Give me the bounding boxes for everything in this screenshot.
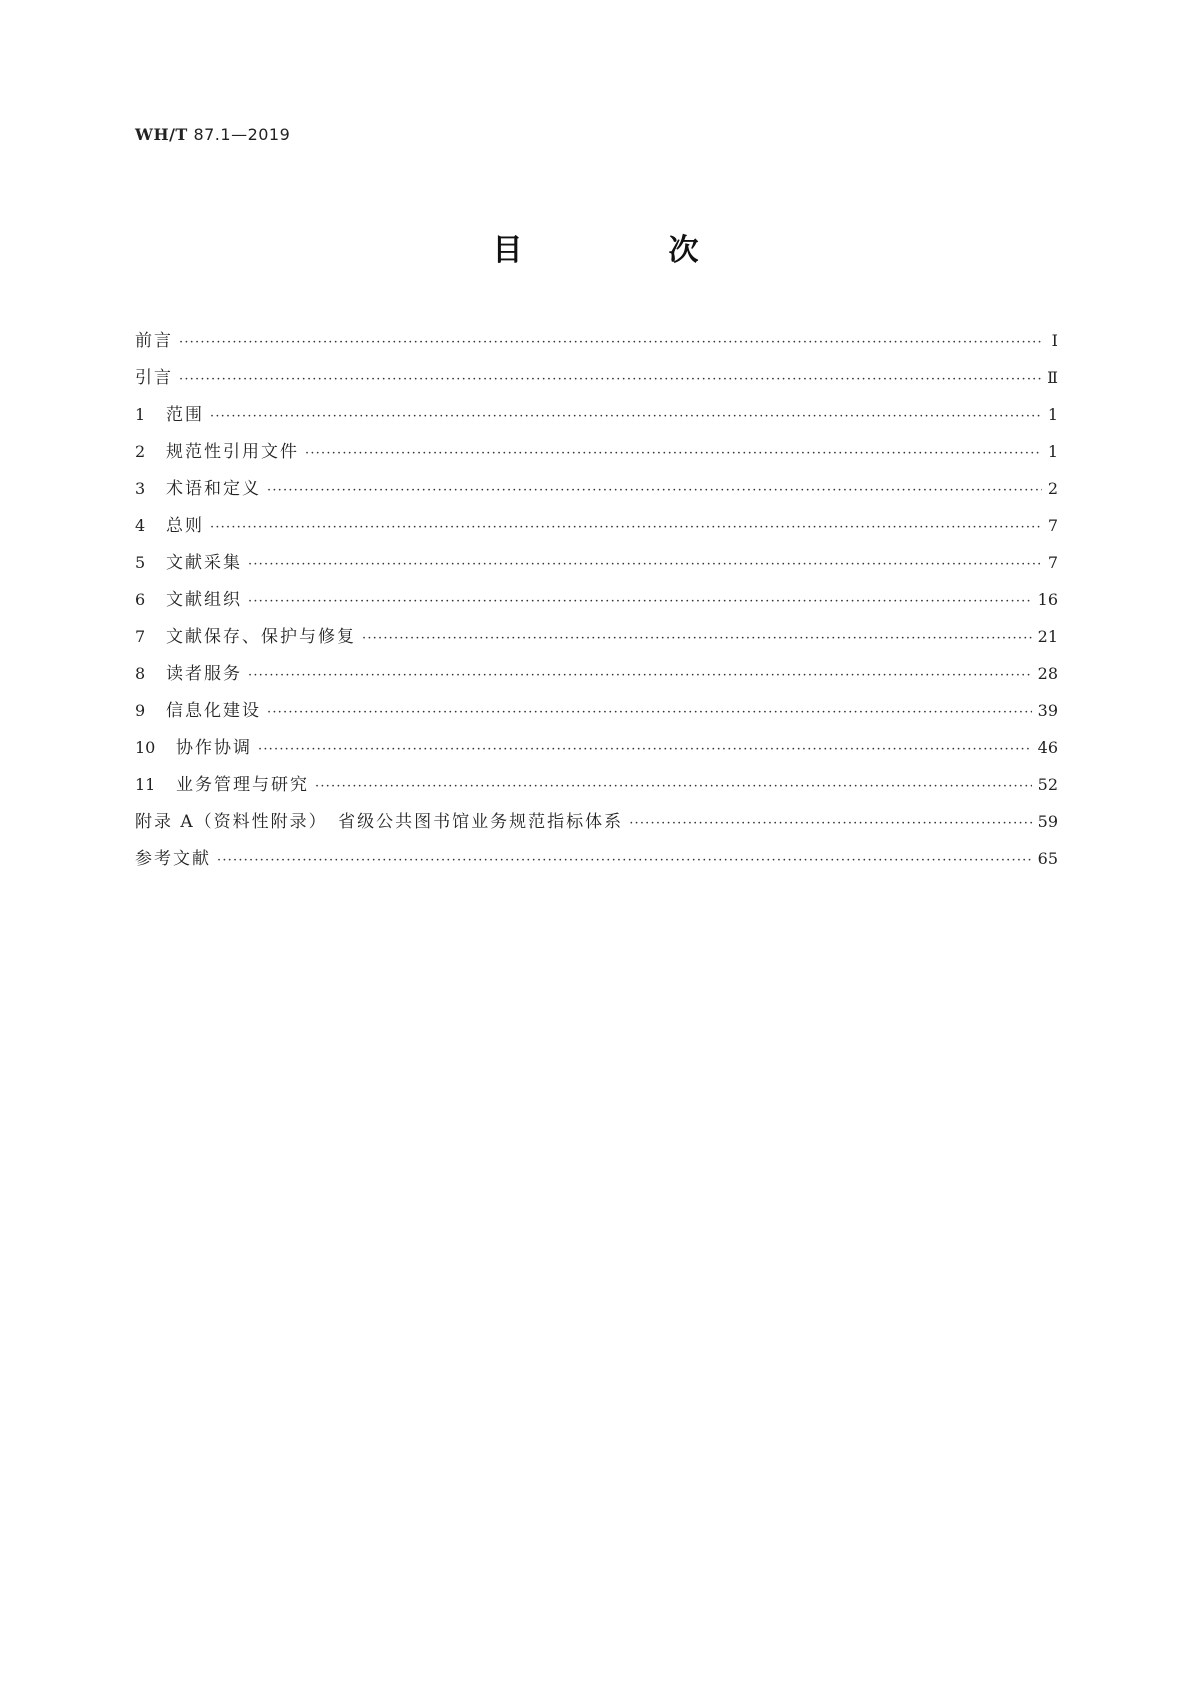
- toc-entry-label: 业务管理与研究: [176, 775, 309, 795]
- toc-leader-dots: [248, 546, 1042, 583]
- toc-entry-11[interactable]: [135, 766, 1058, 803]
- toc-entry-number: 1: [135, 405, 146, 424]
- toc-entry-label: 参考文献: [135, 849, 211, 869]
- toc-entry-page: 1: [1047, 405, 1058, 424]
- toc-leader-dots: [210, 398, 1042, 435]
- toc-entry-number: 9: [135, 701, 146, 720]
- toc-entry-number: 2: [135, 442, 146, 461]
- toc-entry-6[interactable]: [135, 581, 1058, 618]
- toc-leader-dots: [210, 509, 1042, 546]
- standard-code: [135, 125, 290, 144]
- toc-entry-2[interactable]: [135, 433, 1058, 470]
- toc-entry-foreword[interactable]: [135, 322, 1058, 359]
- toc-entry-label: 文献采集: [166, 553, 242, 573]
- toc-entry-label: 协作协调: [176, 738, 252, 758]
- toc-entry-label: 引言: [135, 368, 173, 388]
- toc-entry-introduction[interactable]: [135, 359, 1058, 396]
- toc-entry-appendix-a[interactable]: [135, 803, 1058, 840]
- toc-entry-label: 信息化建设: [166, 701, 261, 721]
- toc-entry-7[interactable]: [135, 618, 1058, 655]
- toc-entry-9[interactable]: [135, 692, 1058, 729]
- toc-entry-8[interactable]: [135, 655, 1058, 692]
- standard-code-number: 87.1—2019: [193, 125, 291, 144]
- toc-leader-dots: [267, 694, 1032, 731]
- toc-entry-number: 8: [135, 664, 146, 683]
- toc-entry-1[interactable]: [135, 396, 1058, 433]
- toc-entry-number: 4: [135, 516, 146, 535]
- toc-entry-page: 7: [1047, 516, 1058, 535]
- toc-leader-dots: [258, 731, 1032, 768]
- toc-entry-label: 读者服务: [166, 664, 242, 684]
- toc-entry-number: 3: [135, 479, 146, 498]
- toc-entry-page: 28: [1037, 664, 1058, 683]
- toc-entry-page: 65: [1037, 849, 1058, 868]
- toc-leader-dots: [315, 768, 1032, 805]
- toc-leader-dots: [179, 324, 1042, 361]
- toc-entry-number: 5: [135, 553, 146, 572]
- toc-leader-dots: [179, 361, 1041, 398]
- toc-entry-3[interactable]: [135, 470, 1058, 507]
- toc-entry-label: 范围: [166, 405, 204, 425]
- toc-entry-page: 16: [1037, 590, 1058, 609]
- toc-leader-dots: [217, 842, 1032, 879]
- toc-entry-page: 21: [1037, 627, 1058, 646]
- page-title: 目 次: [492, 233, 757, 268]
- toc-entry-label: 规范性引用文件: [166, 442, 299, 462]
- standard-code-prefix: WH/T: [135, 125, 188, 144]
- toc-entry-label: 文献组织: [166, 590, 242, 610]
- toc-entry-page: 59: [1037, 812, 1058, 831]
- toc-entry-label: 文献保存、保护与修复: [166, 627, 356, 647]
- toc-entry-page: 46: [1037, 738, 1058, 757]
- toc-leader-dots: [305, 435, 1042, 472]
- toc-entry-10[interactable]: [135, 729, 1058, 766]
- toc-entry-page: 52: [1037, 775, 1058, 794]
- table-of-contents: [135, 322, 1058, 877]
- toc-entry-number: 6: [135, 590, 146, 609]
- toc-entry-label: 前言: [135, 331, 173, 351]
- toc-leader-dots: [267, 472, 1042, 509]
- toc-entry-page: 2: [1047, 479, 1058, 498]
- toc-entry-4[interactable]: [135, 507, 1058, 544]
- toc-entry-page: 39: [1037, 701, 1058, 720]
- toc-entry-page: Ⅰ: [1051, 331, 1058, 350]
- toc-entry-5[interactable]: [135, 544, 1058, 581]
- toc-entry-label: 术语和定义: [166, 479, 261, 499]
- toc-entry-label: 附录 A（资料性附录） 省级公共图书馆业务规范指标体系: [135, 812, 624, 832]
- toc-leader-dots: [248, 583, 1032, 620]
- toc-entry-page: 7: [1047, 553, 1058, 572]
- toc-entry-number: 11: [135, 775, 156, 794]
- toc-leader-dots: [629, 805, 1031, 842]
- toc-leader-dots: [248, 657, 1032, 694]
- toc-entry-page: 1: [1047, 442, 1058, 461]
- toc-entry-number: 7: [135, 627, 146, 646]
- toc-entry-references[interactable]: [135, 840, 1058, 877]
- toc-entry-page: Ⅱ: [1047, 368, 1058, 387]
- toc-entry-number: 10: [135, 738, 156, 757]
- toc-leader-dots: [362, 620, 1032, 657]
- toc-entry-label: 总则: [166, 516, 204, 536]
